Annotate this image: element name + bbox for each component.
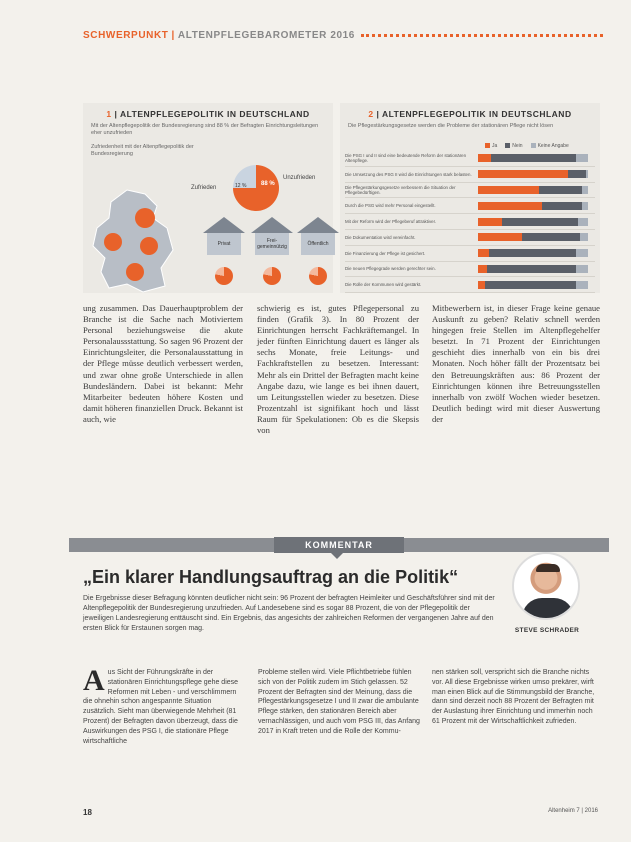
bar-row-label: Die Finanzierung der Pflege ist gesichert. (345, 250, 426, 256)
bar-track (478, 233, 588, 241)
kommentar-lead: Die Ergebnisse dieser Befragung könnten deutlicher nicht sein: 96 Prozent der befragten Heimleiter und Geschäftsführer sind mit der Altenpflegepolitik der Bundesregierung unzufrieden. Auf Landesebene sind es sogar 88 Prozent, die von der Pflegepolitik der jeweiligen Landesregierung enttäuscht sind. Ein Ergebnis, das angesichts der zahlreichen Reformen der vergangenen Jahre auf den ersten Blick für Erstaunen sorgen mag. (83, 595, 495, 632)
bar-row-label: Mit der Reform wird der Pflegeberuf attraktiver. (345, 219, 437, 225)
kommentar-column-3: nen stärken soll, verspricht sich die Branche nichts vor. All diese Ergebnisse wirken umso prekärer, wirft man einen Blick auf die Stimmungsbild der Branche, dann sind derzeit noch 88 Prozent der Befragten mit der Auslastung ihrer Einrichtung und immerhin noch 61 Prozent mit der Wirtschaftlichkeit zufrieden. (432, 669, 595, 725)
bar-segment-keine-angabe (580, 233, 588, 241)
legend-item-keine-angabe: Keine Angabe (531, 143, 569, 149)
bar-segment-keine-angabe (582, 202, 588, 210)
bar-track (478, 154, 588, 162)
bar-segment-nein (539, 186, 583, 194)
bar-segment-keine-angabe (578, 218, 588, 226)
house-private (203, 217, 245, 255)
panel1-title: 1 | ALTENPFLEGEPOLITIK IN DEUTSCHLAND (106, 109, 310, 119)
bar-row (345, 167, 595, 183)
map-pie-east (140, 237, 158, 255)
bar-segment-keine-angabe (586, 170, 588, 178)
bar-segment-ja (478, 265, 487, 273)
house-public-label: Öffentlich (301, 233, 335, 255)
kommentar-column-2: Probleme stellen wird. Viele Pflichtbetriebe fühlen sich von der Politik zudem im Stich gelassen. 52 Prozent der Befragten sind der Meinung, dass die Pflegestärkungsgesetze I und II zwar die ambulante Pflege stärken, den stationären Bereich aber vernachlässigen, und auch vom PSG III, das Anfang 2017 in Kraft treten und die Rolle der Kommu- (258, 669, 420, 735)
bar-row-label: Durch die PSG wird mehr Personal eingestellt. (345, 203, 436, 209)
legend-item-ja: Ja (485, 143, 497, 149)
bar-row (345, 230, 595, 246)
bar-segment-keine-angabe (576, 281, 588, 289)
header-dotted-rule (361, 34, 603, 37)
mini-pie-nonprofit (263, 267, 281, 285)
dropcap: A (83, 664, 105, 697)
bar-segment-ja (478, 186, 539, 194)
kommentar-arrow (331, 553, 343, 559)
bar-track (478, 281, 588, 289)
page-number: 18 (83, 808, 92, 817)
pie-value-zufrieden: 12 % (235, 183, 247, 189)
pie-label-zufrieden: Zufrieden (191, 185, 217, 191)
map-pie-west (104, 233, 122, 251)
bar-row-label: Die Pflegestärkungsgesetze verbessern die Situation der Pflegebedürftigen. (345, 184, 456, 195)
author-avatar (512, 552, 580, 620)
bar-segment-nein (485, 281, 576, 289)
bar-segment-ja (478, 233, 522, 241)
bar-segment-ja (478, 249, 489, 257)
bar-segment-ja (478, 281, 485, 289)
bar-segment-nein (522, 233, 580, 241)
bar-row-label: Die Dokumentation wird vereinfacht. (345, 234, 416, 240)
kommentar-title: „Ein klarer Handlungsauftrag an die Politik“ (83, 567, 459, 587)
bar-track (478, 218, 588, 226)
article-column-1: ung zusammen. Das Dauerhauptproblem der Branche ist die Sache nach Motiviertem Personal beziehungsweise die akute Personalaussstattung. So sagen 96 Prozent der Einrichtungsleiter, die Personalausstattung in der Pflege müsse deutlich verbessert werden, und zwar ohne große Unterschiede in allen Bundesländern. Dabei ist bekannt: Mehr Mitarbeiter bedeuten höhere Kosten und damit höheren finanziellen Druck. Bekannt ist auch, wie (83, 303, 243, 424)
bar-track (478, 249, 588, 257)
bar-segment-nein (491, 154, 576, 162)
pie-value-unzufrieden: 88 % (261, 181, 275, 187)
kommentar-label: KOMMENTAR (274, 537, 404, 553)
bar-legend (485, 143, 569, 149)
bar-segment-ja (478, 170, 568, 178)
bar-segment-nein (487, 265, 576, 273)
panel2-subtitle: Die Pflegestärkungsgesetze werden die Probleme der stationären Pflege nicht lösen (348, 123, 554, 129)
bar-row (345, 151, 595, 167)
mini-pie-public (309, 267, 327, 285)
house-nonprofit-label: Frei-gemeinnützig (255, 233, 289, 255)
bar-row (345, 277, 595, 293)
bar-row (345, 262, 595, 278)
panel2-title-text: ALTENPFLEGEPOLITIK IN DEUTSCHLAND (381, 109, 572, 119)
bar-segment-nein (542, 202, 583, 210)
germany-map (87, 188, 182, 293)
house-public (297, 217, 339, 255)
panel1-number: 1 (106, 109, 112, 119)
panel1-title-text: ALTENPFLEGEPOLITIK IN DEUTSCHLAND (119, 109, 310, 119)
author-name: STEVE SCHRADER (514, 627, 580, 634)
bar-segment-ja (478, 154, 491, 162)
panel2-number: 2 (368, 109, 374, 119)
bar-track (478, 202, 588, 210)
header-section: ALTENPFLEGEBAROMETER 2016 (177, 29, 355, 41)
legend-item-nein: Nein (505, 143, 522, 149)
bar-row (345, 198, 595, 214)
panel1-subtitle: Mit der Altenpflegepolitik der Bundesregierung sind 88 % der Befragten Einrichtungsleitungen eher unzufrieden (91, 123, 319, 136)
article-column-3: Mitbewerbern ist, in dieser Frage keine genaue Auskunft zu geben? Relativ schnell werden hingegen freie Stellen im Altenpflegehelfer besetzt. In 71 Prozent der Einrichtungen geschieht dies innerhalb von ein bis drei Monaten. Noch höher fällt der Prozentsatz bei den Betreuungskräften aus: 86 Prozent der Einrichtungen können ihre Betreuungsstellen innerhalb von zwölf Wochen wieder besetzen. Deutlich bedingt wird mit dieser Auswertung der (432, 303, 600, 424)
mini-pie-private (215, 267, 233, 285)
bar-row-label: Die PSG I und II sind eine bedeutende Reform der stationären Altenpflege. (345, 153, 467, 164)
bar-row (345, 183, 595, 199)
kommentar-banner (69, 538, 609, 552)
bar-segment-keine-angabe (576, 154, 588, 162)
bar-track (478, 170, 588, 178)
header-separator: | (171, 29, 175, 41)
house-nonprofit (251, 217, 293, 255)
map-pie-north (135, 208, 155, 228)
bar-track (478, 186, 588, 194)
bar-row-label: Die neuen Pflegegrade werden gerechter sein. (345, 266, 436, 272)
magazine-issue: Altenheim 7 | 2016 (548, 808, 598, 814)
panel1-pie-caption: Zufriedenheit mit der Altenpflegepolitik der Bundesregierung (91, 144, 194, 157)
map-pie-south (126, 263, 144, 281)
pie-label-unzufrieden: Unzufrieden (283, 175, 316, 181)
bar-segment-ja (478, 202, 542, 210)
article-column-2: schwierig es ist, gutes Pflegepersonal zu finden (Grafik 3). In 80 Prozent der Einrichtungen herrscht Fachkräftemangel. In jeder fünften Einrichtung dauert es länger als sechs Monate, freie Leitungs- und Fachkraftstellen zu besetzen. Interessant: Mehr als ein Drittel der Befragten macht keine Angabe dazu, wie lange es bei ihnen dauert, um Leitungsstellen wieder zu besetzen. Diese Prozentzahl ist signifikant hoch und lässt Raum für Spekulationen: Ob es die Skepsis von (257, 303, 419, 436)
bar-segment-keine-angabe (576, 265, 588, 273)
bar-segment-nein (502, 218, 578, 226)
kommentar-column-1 (83, 664, 243, 746)
section-header (83, 28, 603, 42)
stacked-bar-list (345, 151, 595, 293)
infographic-panel-1 (83, 103, 333, 293)
infographic-panel-2 (340, 103, 600, 293)
header-kicker: SCHWERPUNKT (83, 29, 169, 41)
panel2-title: 2 | ALTENPFLEGEPOLITIK IN DEUTSCHLAND (368, 109, 572, 119)
bar-segment-nein (489, 249, 576, 257)
bar-row-label: Die Umsetzung des PSG II wird die Einrichtungen stark belasten. (345, 171, 472, 177)
kommentar-column-1-text: us Sicht der Führungskräfte in der stationären Einrichtungspflege gehe diese Reformen mit Leben - und verschlimmern die ohnehin schon angespannte Situation zusätzlich. Sieht man überwiegende Mehrheit (81 Prozent) der Befragten davon überzeugt, dass die Auswirkungen des PSG I, die stationäre Pflege wirtschaftliche (83, 669, 239, 745)
bar-segment-ja (478, 218, 502, 226)
bar-segment-keine-angabe (582, 186, 588, 194)
bar-row (345, 246, 595, 262)
bar-row (345, 214, 595, 230)
bar-row-label: Die Rolle der Kommunen wird gestärkt. (345, 282, 422, 288)
bar-segment-keine-angabe (576, 249, 588, 257)
bar-track (478, 265, 588, 273)
house-private-label: Privat (207, 233, 241, 255)
bar-segment-nein (568, 170, 585, 178)
